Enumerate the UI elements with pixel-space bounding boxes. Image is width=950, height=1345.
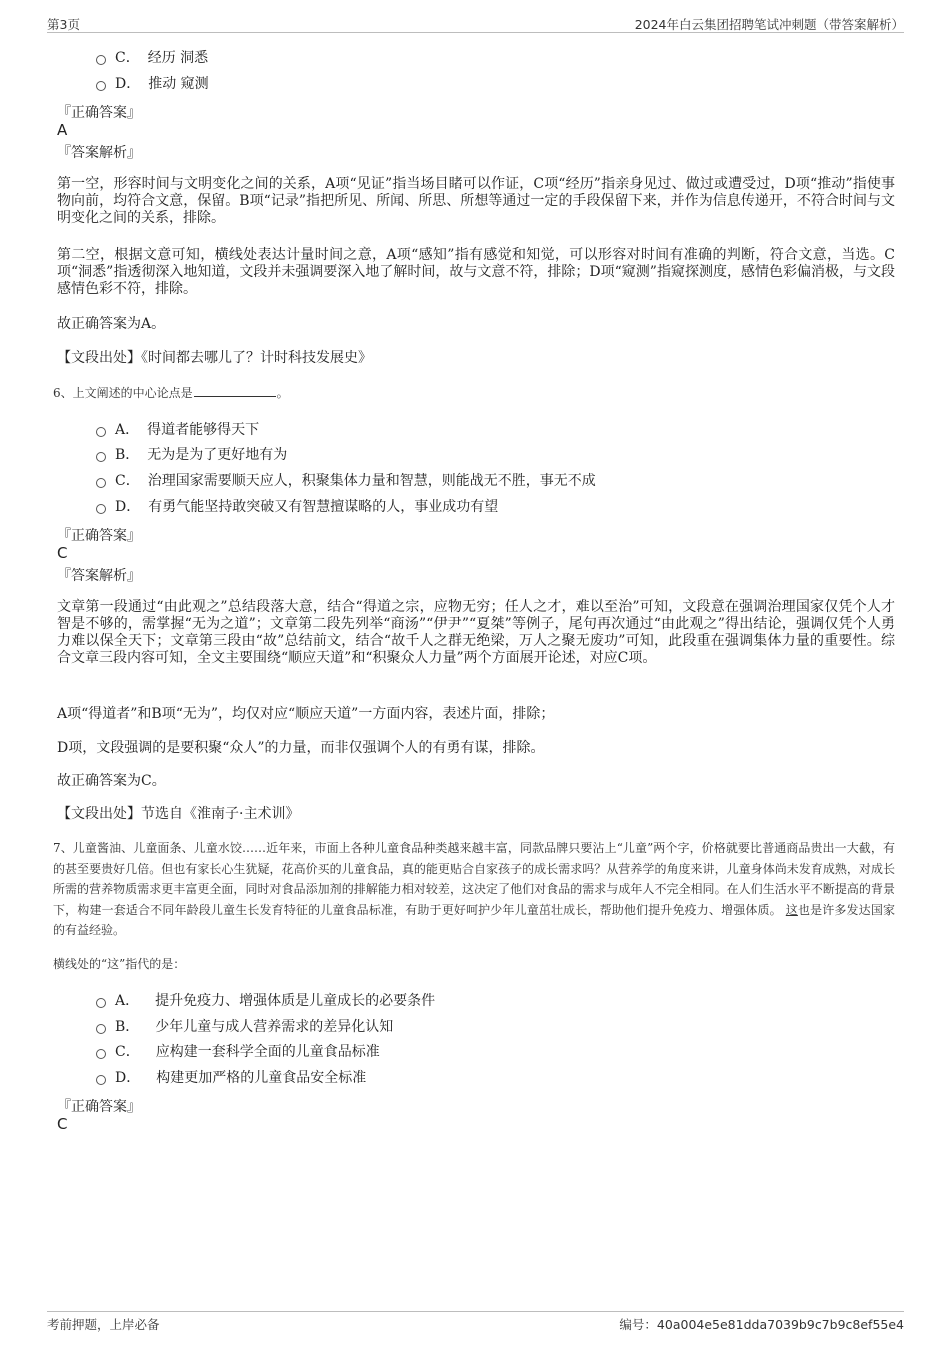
q6-analysis-label: 『答案解析』 (57, 568, 141, 584)
q7-stem-tail: 也是许多发达国家的有益经验。 (53, 902, 895, 937)
q6-option-a[interactable] (96, 419, 259, 439)
q7-option-d[interactable] (96, 1067, 366, 1087)
page-header (47, 14, 904, 33)
option-letter: C． (115, 1044, 140, 1060)
q5-source: 【文段出处】《时间都去哪儿了？计时科技发展史》 (57, 350, 372, 366)
q5-analysis-label: 『答案解析』 (57, 145, 141, 161)
option-letter: D． (115, 499, 141, 515)
q7-answer: C (57, 1115, 68, 1133)
option-letter: A． (115, 422, 140, 438)
q5-answer-label: 『正确答案』 (57, 105, 141, 121)
q7-underlined-word: 这 (785, 902, 798, 917)
option-letter: D． (115, 76, 141, 92)
q7-stem-text: 7、儿童酱油、儿童面条、儿童水饺……近年来，市面上各种儿童食品种类越来越丰富，同款品牌只要沾上“儿童”两个字，价格就要比普通商品贵出一大截，有的甚至要贵好几倍。但也有家长心生犹疑，花高价买的儿童食品，真的能更贴合自家孩子的成长需求吗？从营养学的角度来讲，儿童身体尚未发育成熟，对成长所需的营养物质需求更丰富更全面，同时对食品添加剂的排解能力相对较差，这决定了他们对食品的需求与成年人不完全相同。在人们生活水平不断提高的背景下，构建一套适合不同年龄段儿童生长发育特征的儿童食品标准，有助于更好呵护少年儿童茁壮成长，帮助他们提升免疫力、增强体质。 (53, 841, 895, 917)
q6-stem-end: 。 (276, 386, 289, 400)
q6-option-c[interactable] (96, 470, 596, 490)
option-text: 少年儿童与成人营养需求的差异化认知 (155, 1019, 394, 1035)
q7-option-c[interactable] (96, 1041, 380, 1061)
option-text: 有勇气能坚持敢突破又有智慧擅谋略的人，事业成功有望 (148, 499, 499, 515)
radio-button-icon[interactable] (96, 81, 106, 91)
q6-conclusion: 故正确答案为C。 (57, 773, 166, 789)
q6-source: 【文段出处】节选自《淮南子·主术训》 (57, 806, 300, 822)
q5-analysis-paragraph: 第二空，根据文意可知，横线处表达计量时间之意，A项“感知”指有感觉和知觉，可以形容对时间有准确的判断，符合文意，当选。C项“洞悉”指透彻深入地知道，文段并未强调要深入地了解时间，故与文意不符，排除；D项“窥测”指窥探测度，感情色彩偏消极，与文段感情色彩不符，排除。 (57, 247, 895, 297)
q7-option-b[interactable] (96, 1016, 393, 1036)
option-text: 治理国家需要顺天应人，积聚集体力量和智慧，则能战无不胜，事无不成 (147, 473, 596, 489)
radio-button-icon[interactable] (96, 452, 106, 462)
option-text: 经历 洞悉 (147, 50, 209, 66)
q6-option-b[interactable] (96, 444, 287, 464)
serial-label: 编号： (619, 1317, 657, 1332)
serial-value: 40a004e5e81dda7039b9c7b9c8ef55e4 (656, 1317, 904, 1332)
q7-sub-question: 横线处的“这”指代的是： (53, 957, 186, 971)
q6-stem (53, 383, 895, 404)
radio-button-icon[interactable] (96, 478, 106, 488)
q6-option-d[interactable] (96, 496, 498, 516)
option-letter: C． (115, 50, 140, 66)
q7-answer-label: 『正确答案』 (57, 1099, 141, 1115)
q7-option-a[interactable] (96, 990, 435, 1010)
radio-button-icon[interactable] (96, 427, 106, 437)
option-letter: A． (115, 993, 140, 1009)
q6-analysis-paragraph: A项“得道者”和B项“无为”，均仅对应“顺应天道”一方面内容，表述片面，排除； (57, 706, 555, 722)
q6-stem-text: 6、上文阐述的中心论点是 (53, 386, 193, 400)
q5-answer: A (57, 121, 68, 139)
option-text: 推动 窥测 (148, 76, 209, 92)
option-text: 提升免疫力、增强体质是儿童成长的必要条件 (155, 993, 436, 1009)
q6-answer-label: 『正确答案』 (57, 528, 141, 544)
q6-analysis-paragraph: D项，文段强调的是要积聚“众人”的力量，而非仅强调个人的有勇有谋，排除。 (57, 740, 545, 756)
option-text: 构建更加严格的儿童食品安全标准 (156, 1070, 367, 1086)
radio-button-icon[interactable] (96, 998, 106, 1008)
footer-serial (619, 1315, 904, 1333)
option-letter: C． (115, 473, 140, 489)
option-letter: D． (115, 1070, 141, 1086)
footer-slogan: 考前押题，上岸必备 (47, 1317, 160, 1332)
q5-option-c[interactable] (96, 47, 208, 67)
q5-conclusion: 故正确答案为A。 (57, 316, 166, 332)
page-number: 第3页 (47, 17, 80, 32)
option-text: 得道者能够得天下 (147, 422, 260, 438)
radio-button-icon[interactable] (96, 1075, 106, 1085)
page-footer (47, 1311, 904, 1332)
q6-analysis-paragraph: 文章第一段通过“由此观之”总结段落大意，结合“得道之宗，应物无穷；任人之才，难以至治”可知，文段意在强调治理国家仅凭个人才智是不够的，需掌握“无为之道”；文章第二段先列举“商汤”“伊尹”“夏桀”等例子，尾句再次通过“由此观之”得出结论，强调仅凭个人勇力难以保全天下；文章第三段由“故”总结前文，结合“故千人之群无绝梁，万人之聚无废功”可知，此段重在强调集体力量的重要性。综合文章三段内容可知，全文主要围绕“顺应天道”和“积聚众人力量”两个方面展开论述，对应C项。 (57, 599, 895, 666)
option-text: 应构建一套科学全面的儿童食品标准 (155, 1044, 380, 1060)
radio-button-icon[interactable] (96, 1024, 106, 1034)
option-text: 无为是为了更好地有为 (147, 447, 288, 463)
q7-stem (53, 838, 895, 941)
option-letter: B． (115, 447, 140, 463)
option-letter: B． (115, 1019, 140, 1035)
q5-option-d[interactable] (96, 73, 209, 93)
document-title: 2024年白云集团招聘笔试冲刺题（带答案解析） (634, 17, 904, 32)
answer-blank (194, 384, 276, 397)
radio-button-icon[interactable] (96, 1049, 106, 1059)
q6-answer: C (57, 544, 68, 562)
q5-analysis-paragraph: 第一空，形容时间与文明变化之间的关系，A项“见证”指当场目睹可以作证，C项“经历”指亲身见过、做过或遭受过，D项“推动”指使事物向前，均符合文意，保留。B项“记录”指把所见、所闻、所思、所想等通过一定的手段保留下来，并作为信息传递开，不符合时间与文明变化之间的关系，排除。 (57, 176, 895, 226)
radio-button-icon[interactable] (96, 55, 106, 65)
radio-button-icon[interactable] (96, 504, 106, 514)
